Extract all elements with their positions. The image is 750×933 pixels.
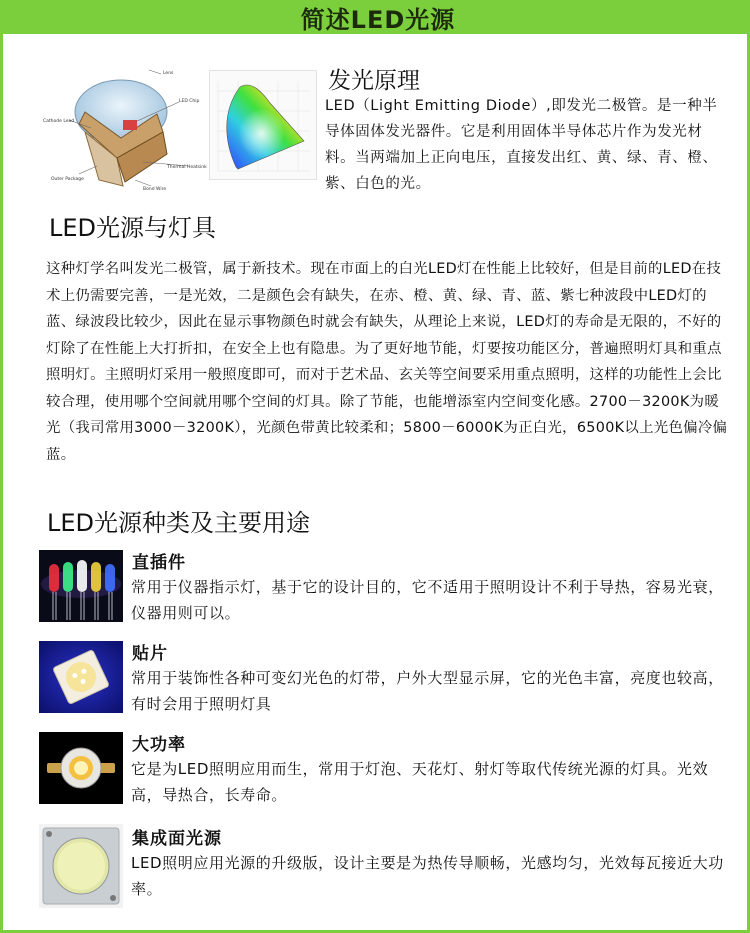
label-outer-package: Outer Package xyxy=(51,177,84,182)
label-bond-wire: Bond Wire xyxy=(143,187,167,192)
smd-led-icon xyxy=(39,641,123,713)
cob-led-icon xyxy=(39,824,123,908)
label-led-chip: LED Chip xyxy=(179,99,200,104)
title-banner xyxy=(3,0,750,34)
section-body-led-fixtures: 这种灯学名叫发光二极管，属于新技术。现在市面上的白光LED灯在性能上比较好，但是目前的LED在技术上仍需要完善，一是光效，二是颜色会有缺失，在赤、橙、黄、绿、青、蓝、紫七种波段中LED灯的蓝、绿波段比较少，因此在显示事物颜色时就会有缺失，从理论上来说，LED灯的寿命是无限的，不好的灯除了在性能上大打折扣，在安全上也有隐患。为了更好地节能，灯要按功能区分，普遍照明灯具和重点照明灯。主照明灯采用一般照度即可，而对于艺术品、玄关等空间要采用重点照明，这样的功能性上会比较合理，使用哪个空间就用哪个空间的灯具。除了节能，也能增添室内空间变化感。2700－3200K为暖光（我司常用3000－3200K），光颜色带黄比较柔和；5800－6000K为正白光，6500K以上光色偏冷偏蓝。 xyxy=(46,261,728,463)
led-type-name: 直插件 xyxy=(132,553,186,573)
led-type-desc: 常用于装饰性各种可变幻光色的灯带，户外大型显示屏，它的光色丰富，亮度也较高，有时会用于照明灯具 xyxy=(131,669,724,713)
label-lens: Lens xyxy=(163,71,174,76)
section-title-led-types: LED光源种类及主要用途 xyxy=(47,509,311,537)
led-type-name: 集成面光源 xyxy=(132,829,222,849)
dip-led-icon xyxy=(39,550,123,622)
led-type-desc: 常用于仪器指示灯，基于它的设计目的，它不适用于照明设计不利于导热，容易光衰，仪器用则可以。 xyxy=(131,578,724,622)
led-type-desc: LED照明应用光源的升级版，设计主要是为热传导顺畅，光感均匀，光效每瓦接近大功率。 xyxy=(131,854,724,898)
section-title-principle: 发光原理 xyxy=(328,68,420,94)
led-structure-diagram xyxy=(39,62,211,192)
page-title: 简述LED光源 xyxy=(300,5,456,34)
high-power-led-icon xyxy=(39,732,123,804)
section-title-led-fixtures: LED光源与灯具 xyxy=(49,214,217,242)
section-body-principle: LED（Light Emitting Diode）,即发光二极管。是一种半导体固体发光器件。它是利用固体半导体芯片作为发光材料。当两端加上正向电压，直接发出红、黄、绿、青、橙、紫、白色的光。 xyxy=(325,98,718,192)
cie-chromaticity-chart xyxy=(209,70,317,180)
label-thermal-heatsink: Thermal Heatsink xyxy=(167,165,207,170)
led-type-name: 大功率 xyxy=(132,735,186,755)
label-cathode-lead: Cathode Lead xyxy=(43,119,75,124)
led-type-name: 贴片 xyxy=(132,644,168,664)
led-type-desc: 它是为LED照明应用而生，常用于灯泡、天花灯、射灯等取代传统光源的灯具。光效高，导热合，长寿命。 xyxy=(131,760,709,804)
